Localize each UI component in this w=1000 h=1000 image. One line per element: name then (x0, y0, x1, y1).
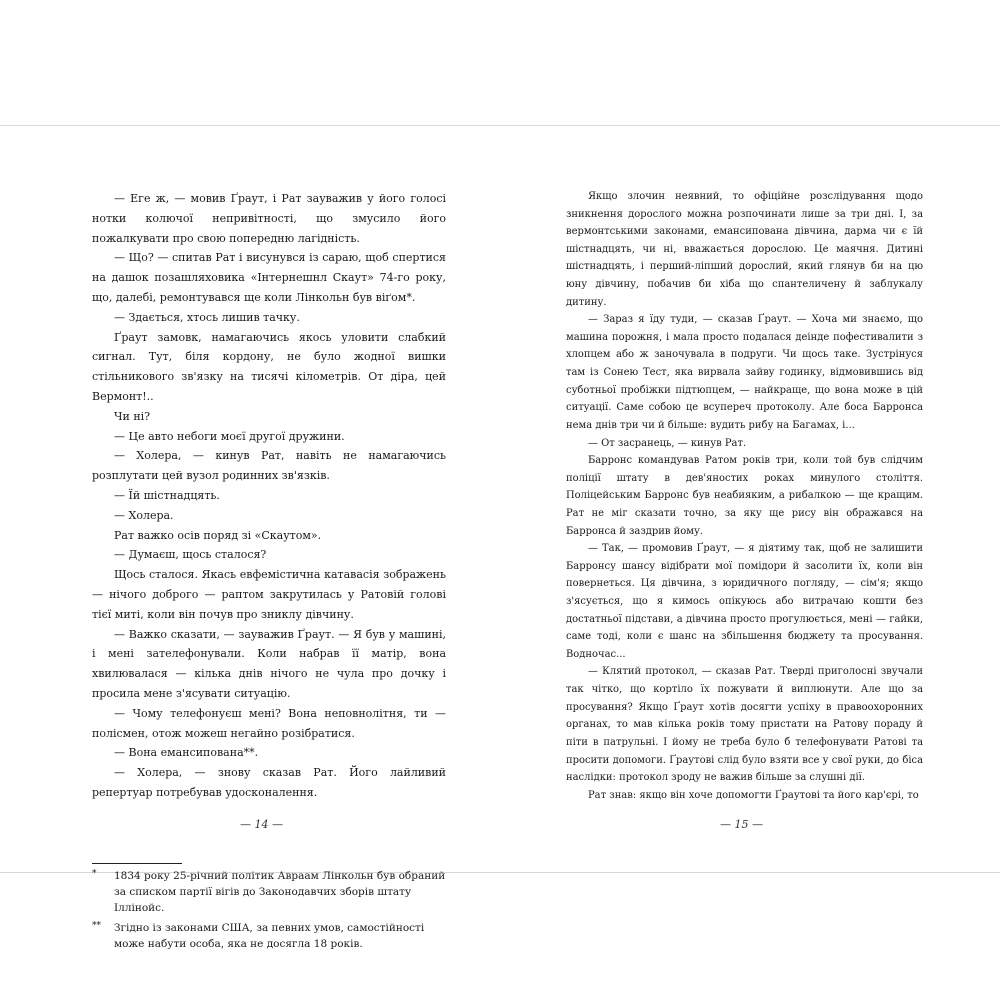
paragraph: — Холера, — знову сказав Рат. Його лайливий репертуар потребував удосконалення. (92, 766, 446, 799)
paragraph: — Що? — спитав Рат і висунувся із сараю, щоб спертися на дашок позашляховика «Інтернешнл Скаут» 74-го року, що, далебі, ремонтувався ще коли Лінкольн був віґом*. (92, 251, 446, 304)
paragraph: — Клятий протокол, — сказав Рат. Тверді приголосні звучали так чітко, що кортіло їх пожувати й виплюнути. Але що за просування? Якщо Ґраут хотів досягти успіху в правоохоронних органах, то мав кілька років тому пристати на Ратову пораду й піти в патрульні. І йому не треба було б телефонувати Ратові та просити допомоги. Ґраутові слід було взяти все у свої руки, до біса наслідки: протокол зроду не важив більше за слушні дії. (566, 666, 923, 784)
footnote (92, 868, 446, 916)
footnote-rule (92, 863, 182, 864)
paragraph: — Холера. (114, 508, 174, 522)
paragraph: — Їй шістнадцять. (114, 488, 220, 502)
page-number-left: — 14 — (240, 818, 283, 831)
paragraph: — Зараз я їду туди, — сказав Ґраут. — Хоча ми знаємо, що машина порожня, і мала просто подалася деінде пофестивалити з хлопцем або ж заночувала в подруги. Чи щось таке. Зустрінуся там із Сонею Тест, яка вирвала зайву годинку, відмовившись від суботньої пробіжки підтюпцем, — найкраще, що вона може в цій ситуації. Саме собою це всупереч протоколу. Але боса Барронса нема днів три чи й більше: вудить рибу на Багамах, і... (566, 314, 923, 431)
paragraph: — Це авто небоги моєї другої дружини. (114, 429, 345, 443)
paragraph: — Вона емансипована**. (114, 746, 259, 760)
paragraph: Ґраут замовк, намагаючись якось уловити слабкий сигнал. Тут, біля кордону, не було жодної вишки стільникового зв'язку на тисячі кілометрів. От діра, цей Вермонт!.. (92, 330, 446, 403)
page-number-right: — 15 — (720, 818, 763, 831)
paragraph: — Еге ж, — мовив Ґраут, і Рат зауважив у його голосі нотки колючої непривітності, що змусило його пожалкувати про свою попередню лагідність. (92, 192, 446, 245)
paragraph: — Чому телефонуєш мені? Вона неповнолітня, ти — полісмен, отож можеш негайно розібратися. (92, 706, 446, 740)
footnote-text: Згідно із законами США, за певних умов, самостійності може набути особа, яка не досягла 18 років. (114, 922, 425, 950)
paragraph: Барронс командував Ратом років три, коли той був слідчим поліції штату в дев'яностих роках минулого століття. Поліцейським Барронс був неабияким, а рибалкою — ще кращим. Рат не міг сказати точно, за яку ще рису він ображався на Барронса й заздрив йому. (566, 455, 923, 537)
paragraph: — От засранець, — кинув Рат. (588, 437, 747, 449)
paragraph: Рат знав: якщо він хоче допомогти Ґраутові та його кар'єрі, то (588, 789, 919, 801)
paragraph: — Холера, — кинув Рат, навіть не намагаючись розплутати цей вузол родинних зв'язків. (92, 449, 446, 483)
paragraph: Чи ні? (114, 409, 151, 423)
paragraph: Якщо злочин неявний, то офіційне розслідування щодо зникнення дорослого можна розпочинати лише за три дні. І, за вермонтськими законами, емансипована дівчина, дарма чи є їй шістнадцять, чи ні, вважається дорослою. Це маячня. Дитині шістнадцять, і перший-ліпший дорослий, який глянув би на цю юну дівчину, побачив би хіба що спантеличену й заблукалу дитину. (566, 191, 923, 308)
paragraph: Рат важко осів поряд зі «Скаутом». (114, 528, 322, 542)
paragraph: — Важко сказати, — зауважив Ґраут. — Я був у машині, і мені зателефонували. Коли набрав її матір, вона хвилювалася — кілька днів нічого не чула про дочку і просила мене з'ясувати ситуацію. (92, 627, 446, 700)
footnote-mark: ** (92, 921, 101, 931)
paragraph: Щось сталося. Якась евфемістична катавасія зображень — нічого доброго — раптом закрутилась у Ратовій голові тієї миті, коли він почув про зниклу дівчину. (92, 568, 446, 621)
footnote-text: 1834 року 25-річний політик Авраам Лінкольн був обраний за списком партії вігів до Законодавчих зборів штату Іллінойс. (114, 870, 446, 914)
paragraph: — Думаєш, щось сталося? (114, 548, 267, 562)
footnote-mark: * (92, 869, 97, 879)
footnote (92, 920, 446, 952)
right-page-body (566, 188, 923, 804)
paragraph: — Так, — промовив Ґраут, — я діятиму так, щоб не залишити Барронсу шансу відібрати мої помідори й засолити їх, коли він повернеться. Ця дівчина, з юридичного погляду, — сім'я; якщо з'ясується, що я кимось опікуюсь або витрачаю кошти без достатньої підстави, а дівчина просто прогулюється, мені — гайки, саме тоді, коли є шанс на збільшення бюджету та просування. Водночас... (566, 543, 923, 660)
paragraph: — Здається, хтось лишив тачку. (114, 310, 300, 324)
footnotes (92, 868, 446, 956)
left-page (0, 126, 500, 950)
left-page-body (92, 189, 446, 803)
